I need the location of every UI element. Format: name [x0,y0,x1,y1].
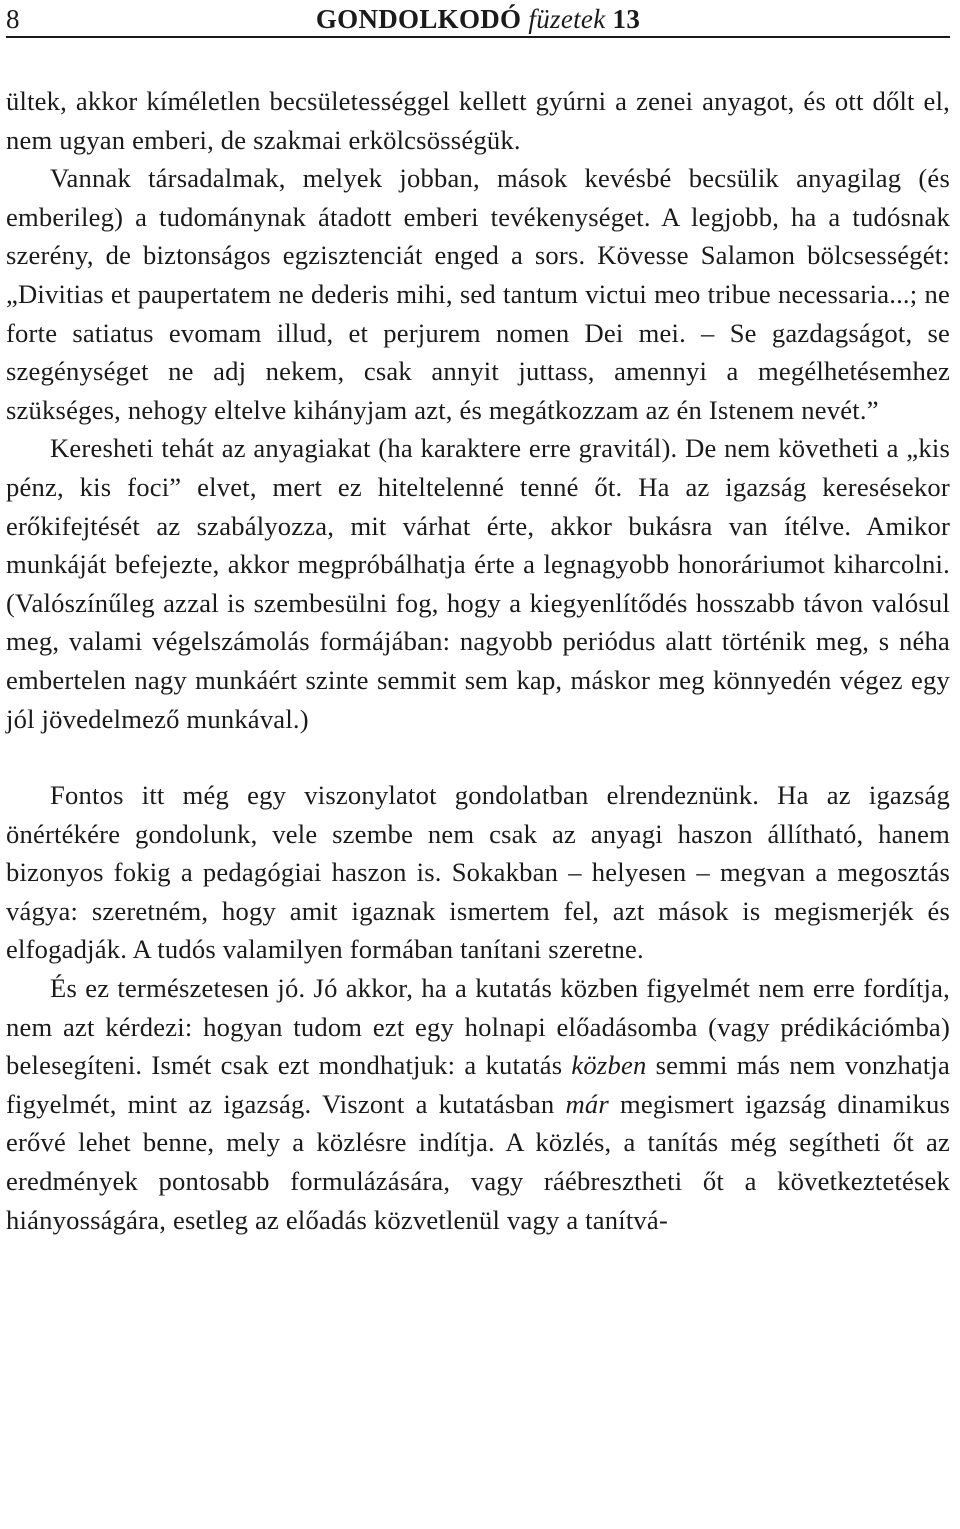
running-title [6,2,950,36]
running-title-number: 13 [612,4,641,34]
paragraph-2: Vannak társadalmak, melyek jobban, mások kevésbé becsülik anyagilag (és emberileg) a tudománynak átadott emberi tevékenységet. A legjobb, ha a tudósnak szerény, de biztonságos egzisztenciát enged a sors. Kövesse Salamon bölcsességét: „Divitias et paupertatem ne dederis mihi, sed tantum victui meo tribue necessaria...; ne forte satiatus evomam illud, et perjurem nomen Dei mei. – Se gazdagságot, se szegénységet ne adj nekem, csak annyit juttass, amennyi a megélhetésemhez szükséges, nehogy eltelve kihányjam azt, és megátkozzam az én Istenem nevét.” [6,163,950,425]
running-title-main: GONDOLKODÓ [315,4,522,34]
paragraph-1: ültek, akkor kíméletlen becsületességgel kellett gyúrni a zenei anyagot, és ott dőlt el, nem ugyan emberi, de szakmai erkölcsösségük. [6,86,950,155]
page-body [6,82,950,1239]
paragraph-4: Fontos itt még egy viszonylatot gondolatban elrendeznünk. Ha az igazság önértékére gondolunk, vele szembe nem csak az anyagi haszon állítható, hanem bizonyos fokig a pedagógiai haszon is. Sokakban – helyesen – megvan a megosztás vágya: szeretném, hogy amit igaznak ismertem fel, azt mások is megismerjék és elfogadják. A tudós valamilyen formában tanítani szeretne. [6,780,950,965]
emphasis-mar: már [565,1088,609,1119]
paragraph-3: Keresheti tehát az anyagiakat (ha karaktere erre gravitál). De nem követheti a „kis pénz, kis foci” elvet, mert ez hiteltelenné tenné őt. Ha az igazság keresésekor erőkifejtését az szabályozza, mit várhat érte, akkor bukásra van ítélve. Amikor munkáját befejezte, akkor megpróbálhatja érte a legnagyobb honoráriumot kiharcolni. (Valószínűleg azzal is szembesülni fog, hogy a kiegyenlítődés hosszabb távon valósul meg, valami végelszámolás formájában: nagyobb periódus alatt történik meg, s néha embertelen nagy munkáért szinte semmit sem kap, máskor meg könnyedén végez egy jól jövedelmező munkával.) [6,433,950,734]
running-header [6,2,950,38]
page-number: 8 [6,4,20,34]
running-title-italic: füzetek [528,4,606,34]
paragraph-5 [6,969,950,1239]
paragraph-5-part-2: semmi más nem vonzhatja figyelmét, mint az igazság. Viszont a kutatásban [6,1050,951,1119]
paragraph-5-part-3: megismert igazság dinamikus erővé lehet benne, mely a közlésre indítja. A közlés, a tanítás még segítheti őt az eredmények pontosabb formulázására, vagy ráébresztheti őt a következtetések hiányosságára, esetleg az előadás közvetlenül vagy a tanítvá- [6,1088,950,1235]
paragraph-5-part-1: És ez természetesen jó. Jó akkor, ha a kutatás közben figyelmét nem erre fordítja, nem azt kérdezi: hogyan tudom ezt egy holnapi előadásomba (vagy prédikációmba) belesegíteni. Ismét csak ezt mondhatjuk: a kutatás [6,973,950,1081]
emphasis-kozben: közben [571,1050,647,1081]
